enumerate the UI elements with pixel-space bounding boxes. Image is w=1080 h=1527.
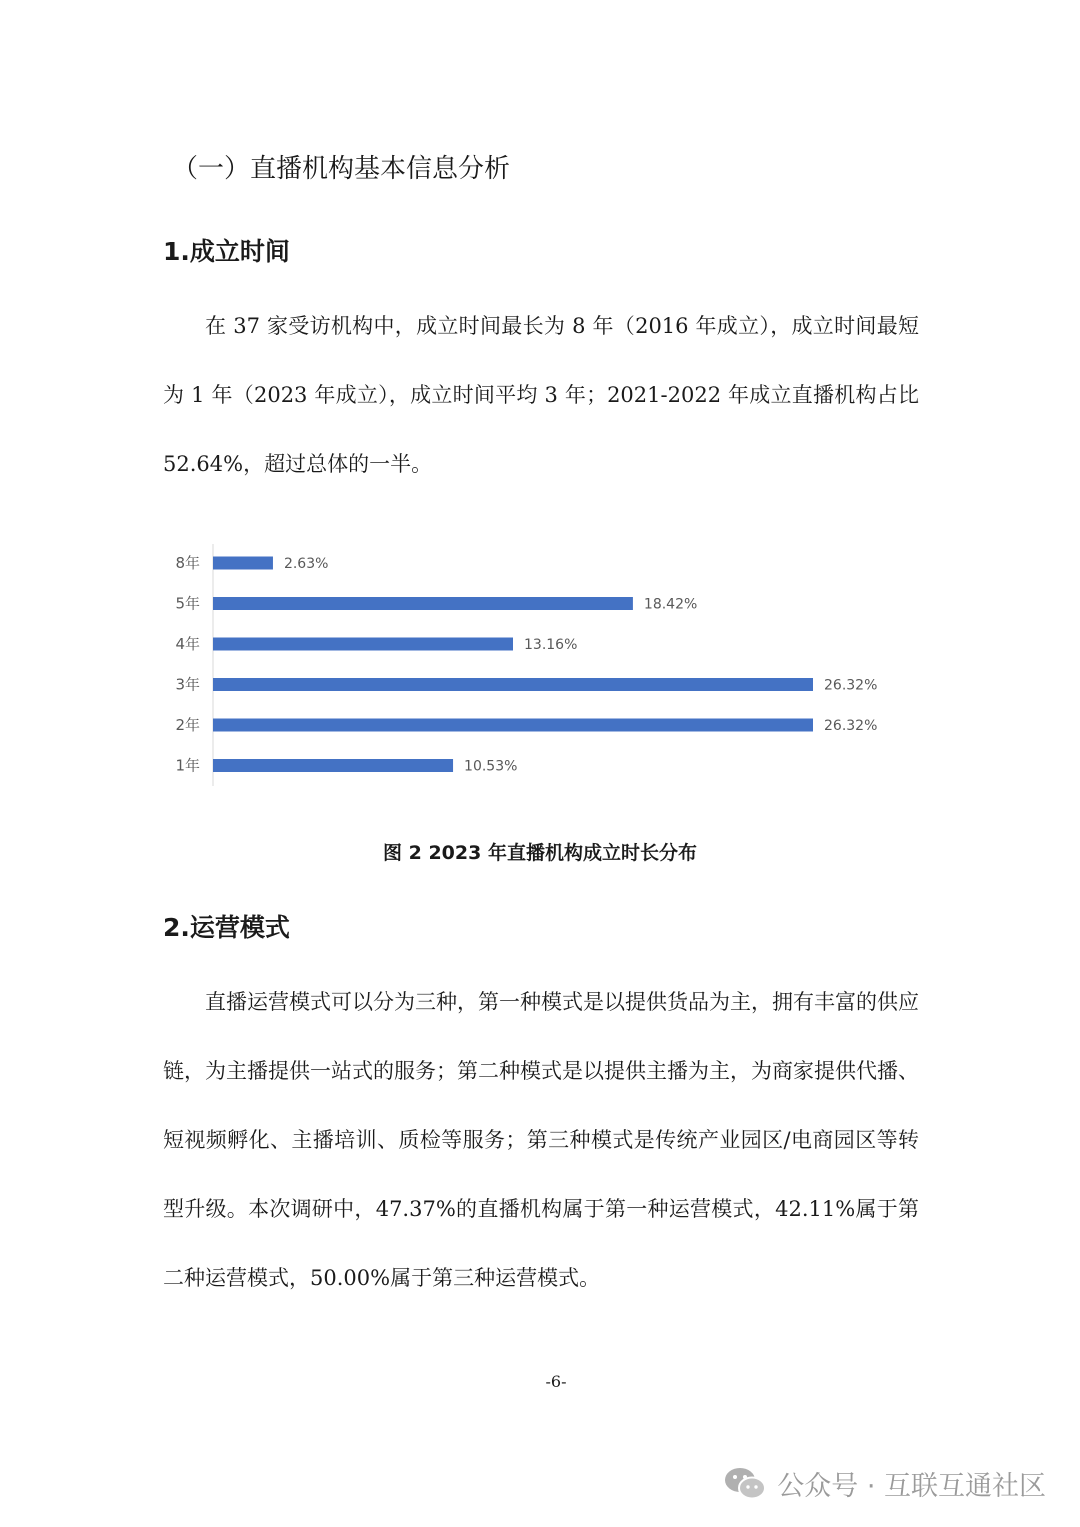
data-label: 26.32% [824,718,878,734]
data-label: 18.42% [643,596,698,613]
wechat-icon [723,1466,767,1502]
watermark [723,1464,1046,1503]
category-tick-label: 1年 [175,756,200,775]
bar-5 [213,719,813,732]
paragraph-operation-mode: 直播运营模式可以分为三种，第一种模式是以提供货品为主，拥有丰富的供应链，为主播提供一站式的服务；第二种模式是以提供主播为主，为商家提供代播、短视频孵化、主播培训、质检等服务；第三种模式是传统产业园区/电商园区等转型升级。本次调研中，47.37%的直播机构属于第一种运营模式，42.11%属于第二种运营模式，50.00%属于第三种运营模式。 [163,990,919,1290]
founding-duration-chart [160,540,920,790]
bar-1 [213,557,273,570]
data-label: 10.53% [464,758,518,775]
bar-3 [213,638,513,651]
bar-4 [213,678,813,691]
subsection-heading-founding-time: 1.成立时间 [163,237,290,266]
data-label: 26.32% [824,677,878,694]
bar-chart-svg [160,540,920,790]
category-tick-label: 3年 [175,675,200,694]
page-number: -6- [545,1372,567,1391]
category-tick-label: 8年 [175,554,200,572]
figure-caption: 图 2 2023 年直播机构成立时长分布 [383,842,697,864]
subsection-heading-operation-mode: 2.运营模式 [163,913,290,942]
paragraph-founding-time: 在 37 家受访机构中，成立时间最长为 8 年（2016 年成立），成立时间最短为 1 年（2023 年成立），成立时间平均 3 年；2021-2022 年成立直播机构占比 52.64%，超过总体的一半。 [163,314,919,476]
watermark-text: 公众号 · 互联互通社区 [777,1471,1046,1502]
bar-6 [213,759,453,772]
category-tick-label: 5年 [175,594,200,613]
category-tick-label: 4年 [175,635,200,653]
category-tick-label: 2年 [175,716,200,734]
data-label: 2.63% [283,556,329,572]
data-label: 13.16% [524,637,578,653]
section-heading: （一）直播机构基本信息分析 [172,154,511,184]
bar-2 [213,597,633,610]
